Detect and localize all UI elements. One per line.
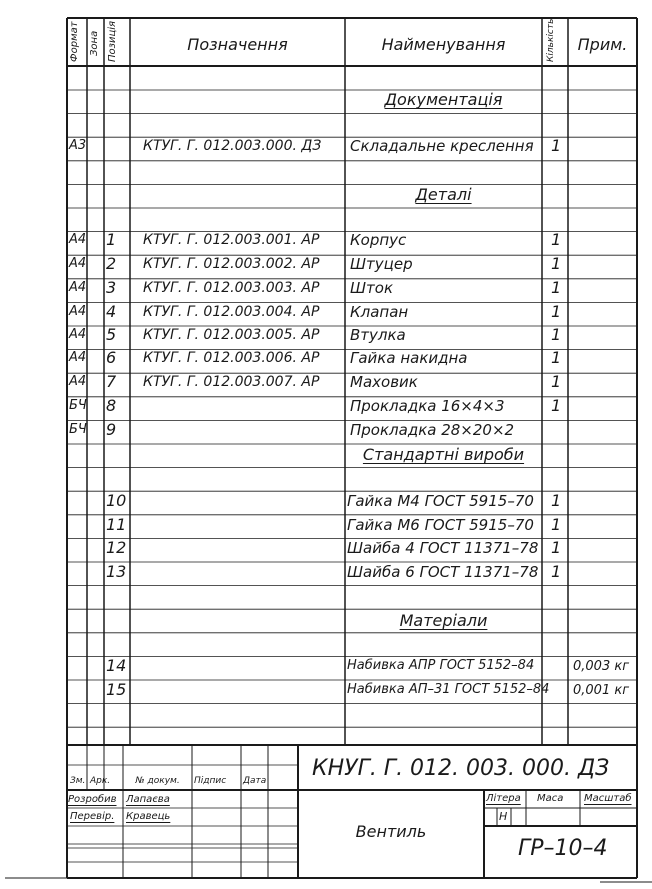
- header-position: Позиція: [107, 20, 118, 62]
- row-position: 4: [106, 302, 117, 321]
- row-name: Клапан: [350, 303, 409, 321]
- row-position: 8: [106, 396, 117, 415]
- row-quantity: 1: [551, 515, 562, 534]
- row-format: А4: [69, 280, 87, 295]
- row-quantity: 1: [551, 278, 562, 297]
- header-format: Формат: [69, 21, 80, 62]
- tb-developed-label: Розробив: [68, 794, 117, 805]
- product-name: Вентиль: [355, 822, 427, 841]
- tb-col-change: Зм.: [70, 776, 86, 786]
- row-designation: КТУГ. Г. 012.003.002. АР: [143, 256, 320, 272]
- tb-scale: Масштаб: [584, 793, 632, 804]
- row-format: А4: [69, 232, 87, 247]
- row-position: 14: [106, 656, 127, 675]
- row-quantity: 1: [551, 348, 562, 367]
- row-format: А4: [69, 350, 87, 365]
- header-name: Найменування: [381, 35, 506, 54]
- row-position: 6: [106, 348, 117, 367]
- row-format: А4: [69, 304, 87, 319]
- row-designation: КТУГ. Г. 012.003.006. АР: [143, 350, 320, 366]
- row-name: Шайба 6 ГОСТ 11371–78: [347, 563, 539, 581]
- row-position: 1: [106, 230, 117, 249]
- row-position: 11: [106, 515, 127, 534]
- row-name: Шток: [350, 279, 394, 297]
- row-designation: КТУГ. Г. 012.003.005. АР: [143, 327, 320, 343]
- tb-col-date: Дата: [243, 776, 267, 786]
- tb-col-doc: № докум.: [135, 776, 180, 786]
- group-code: ГР–10–4: [518, 836, 608, 861]
- row-quantity: 1: [551, 325, 562, 344]
- row-quantity: 1: [551, 254, 562, 273]
- row-position: 2: [106, 254, 117, 273]
- row-position: 5: [106, 325, 117, 344]
- row-quantity: 1: [551, 491, 562, 510]
- row-designation: КТУГ. Г. 012.003.007. АР: [143, 374, 320, 390]
- row-designation: КТУГ. Г. 012.003.000. ДЗ: [143, 138, 322, 154]
- row-position: 12: [106, 538, 127, 557]
- section-title: Матеріали: [399, 611, 488, 630]
- row-name: Корпус: [350, 231, 407, 249]
- row-name: Маховик: [350, 373, 418, 391]
- header-designation: Позначення: [187, 35, 288, 54]
- row-quantity: 1: [551, 562, 562, 581]
- row-name: Прокладка 28×20×2: [350, 421, 515, 439]
- row-designation: КТУГ. Г. 012.003.004. АР: [143, 304, 320, 320]
- row-name: Гайка М4 ГОСТ 5915–70: [347, 492, 534, 510]
- row-designation: КТУГ. Г. 012.003.003. АР: [143, 280, 320, 296]
- row-name: Гайка М6 ГОСТ 5915–70: [347, 516, 534, 534]
- row-position: 10: [106, 491, 127, 510]
- row-name: Гайка накидна: [350, 349, 468, 367]
- row-position: 9: [106, 420, 117, 439]
- document-code: КНУГ. Г. 012. 003. 000. ДЗ: [312, 756, 610, 781]
- row-format: БЧ: [69, 398, 87, 413]
- row-quantity: 1: [551, 302, 562, 321]
- row-format: А4: [69, 256, 87, 271]
- row-quantity: 1: [551, 538, 562, 557]
- row-note: 0,003 кг: [573, 659, 630, 674]
- row-quantity: 1: [551, 136, 562, 155]
- tb-litera: Літера: [486, 793, 521, 804]
- row-quantity: 1: [551, 396, 562, 415]
- row-name: Складальне креслення: [350, 137, 534, 155]
- header-zone: Зона: [89, 30, 100, 56]
- tb-developed-name: Лапаєва: [126, 794, 170, 805]
- row-position: 3: [106, 278, 117, 297]
- row-note: 0,001 кг: [573, 683, 630, 698]
- row-position: 15: [106, 680, 127, 699]
- tb-litera-value: Н: [499, 810, 508, 823]
- row-format: А4: [69, 374, 87, 389]
- row-name: Набивка АПР ГОСТ 5152–84: [347, 658, 535, 673]
- row-quantity: 1: [551, 372, 562, 391]
- header-note: Прим.: [577, 35, 628, 54]
- row-name: Набивка АП–31 ГОСТ 5152–84: [347, 682, 550, 697]
- row-format: А3: [69, 138, 87, 153]
- section-title: Документація: [384, 90, 503, 109]
- row-name: Штуцер: [350, 255, 413, 273]
- tb-checked-label: Перевір.: [70, 811, 115, 822]
- tb-mass: Маса: [537, 793, 564, 804]
- tb-col-sign: Підпис: [194, 776, 227, 786]
- row-designation: КТУГ. Г. 012.003.001. АР: [143, 232, 320, 248]
- tb-col-sheet: Арк.: [90, 776, 111, 786]
- section-title: Деталі: [415, 185, 472, 204]
- section-title: Стандартні вироби: [362, 445, 525, 464]
- row-name: Втулка: [350, 326, 406, 344]
- row-format: А4: [69, 327, 87, 342]
- row-name: Шайба 4 ГОСТ 11371–78: [347, 539, 539, 557]
- row-position: 13: [106, 562, 127, 581]
- tb-checked-name: Кравець: [126, 811, 171, 822]
- row-position: 7: [106, 372, 117, 391]
- row-quantity: 1: [551, 230, 562, 249]
- header-quantity: Кількість: [546, 18, 556, 62]
- row-format: БЧ: [69, 422, 87, 437]
- row-name: Прокладка 16×4×3: [350, 397, 505, 415]
